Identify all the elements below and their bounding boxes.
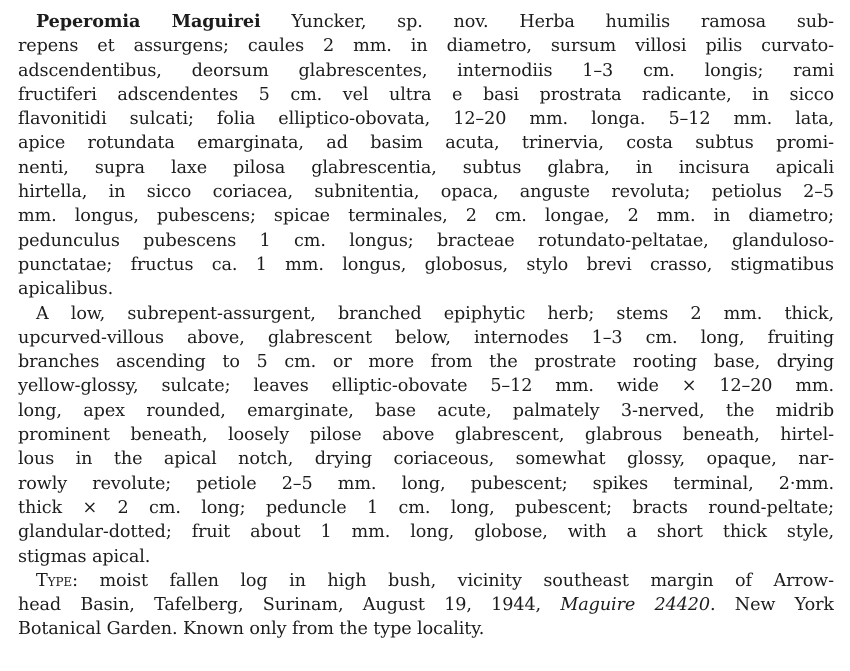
english-line: yellow-glossy, sulcate; leaves elliptic-obovate 5–12 mm. wide × 12–20 mm. <box>18 376 834 397</box>
english-line: thick × 2 cm. long; peduncle 1 cm. long, pubescent; bracts round-peltate; <box>18 497 834 518</box>
latin-line: repens et assurgens; caules 2 mm. in diametro, sursum villosi pilis curvato- <box>18 36 834 57</box>
english-line: upcurved-villous above, glabrescent below, internodes 1–3 cm. long, fruiting <box>18 327 834 348</box>
type-line-1-text: : moist fallen log in high bush, vicinity southeast margin of Arrow- <box>72 570 834 591</box>
text-column <box>18 10 834 642</box>
latin-line: mm. longus, pubescens; spicae terminales, 2 cm. longae, 2 mm. in diametro; <box>18 206 834 227</box>
latin-line-1 <box>18 10 834 34</box>
english-line: glandular-dotted; fruit about 1 mm. long, globose, with a short thick style, <box>18 522 834 543</box>
english-line: prominent beneath, loosely pilose above glabrescent, glabrous beneath, hirtel- <box>18 425 834 446</box>
latin-line: apice rotundata emarginata, ad basim acuta, trinervia, costa subtus promi- <box>18 133 834 154</box>
latin-line: flavonitidi sulcati; folia elliptico-obovata, 12–20 mm. longa. 5–12 mm. lata, <box>18 109 834 130</box>
english-line: A low, subrepent-assurgent, branched epiphytic herb; stems 2 mm. thick, <box>36 303 834 324</box>
latin-line: fructiferi adscendentes 5 cm. vel ultra e basi prostrata radicante, in sicco <box>18 84 834 105</box>
species-name: Peperomia Maguirei <box>36 11 261 32</box>
latin-line: pedunculus pubescens 1 cm. longus; bracteae rotundato-peltatae, glanduloso- <box>18 230 834 251</box>
english-description <box>18 302 834 569</box>
latin-line: nenti, supra laxe pilosa glabrescentia, subtus glabra, in incisura apicali <box>18 157 834 178</box>
english-line: long, apex rounded, emarginate, base acute, palmately 3-nerved, the midrib <box>18 400 834 421</box>
type-line-2-text: head Basin, Tafelberg, Surinam, August 19, 1944, <box>18 595 561 616</box>
latin-line: apicalibus. <box>18 279 114 300</box>
specimen-citation: Maguire 24420 <box>560 595 710 616</box>
type-note <box>18 569 834 642</box>
latin-line: hirtella, in sicco coriacea, subnitentia, opaca, anguste revoluta; petiolus 2–5 <box>18 182 834 203</box>
english-line: lous in the apical notch, drying coriaceous, somewhat glossy, opaque, nar- <box>18 449 834 470</box>
latin-description <box>18 10 834 302</box>
type-line-3: Botanical Garden. Known only from the type locality. <box>18 619 485 640</box>
type-line-1 <box>18 569 834 593</box>
type-label: Type <box>36 570 73 591</box>
english-line: stigmas apical. <box>18 546 151 567</box>
latin-line-1-text: Yuncker, sp. nov. Herba humilis ramosa sub- <box>260 12 834 32</box>
english-line: branches ascending to 5 cm. or more from the prostrate rooting base, drying <box>18 352 834 373</box>
type-line-2-tail: . New York <box>709 595 834 616</box>
english-line: rowly revolute; petiole 2–5 mm. long, pubescent; spikes terminal, 2·mm. <box>18 473 834 494</box>
type-line-2 <box>18 593 834 617</box>
latin-line: adscendentibus, deorsum glabrescentes, internodiis 1–3 cm. longis; rami <box>18 60 834 81</box>
latin-line: punctatae; fructus ca. 1 mm. longus, globosus, stylo brevi crasso, stigmatibus <box>18 254 834 275</box>
